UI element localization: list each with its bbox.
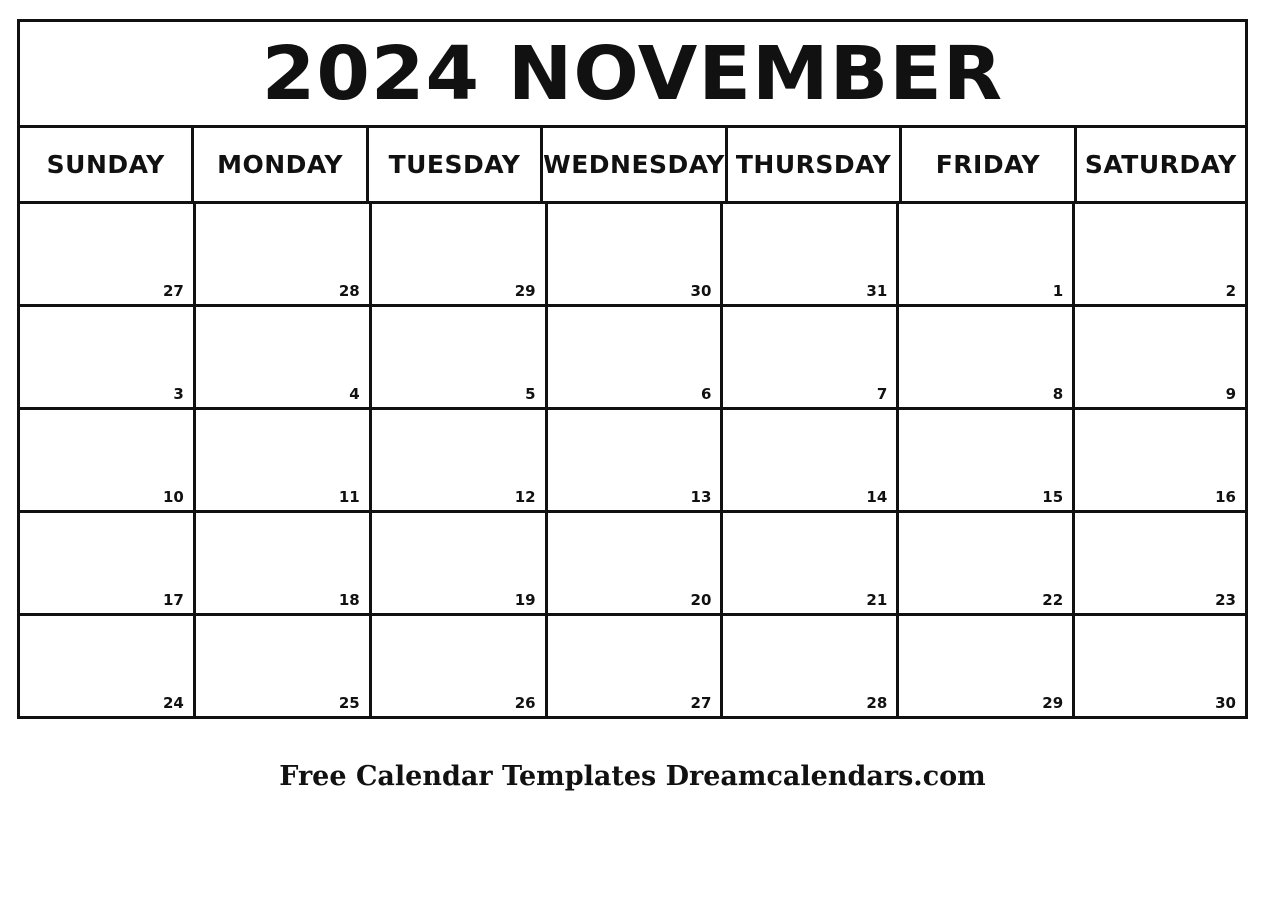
day-number: 23	[1215, 591, 1236, 609]
day-number: 28	[866, 694, 888, 712]
day-number: 4	[349, 385, 360, 403]
day-cell[interactable]	[720, 616, 896, 719]
day-number: 12	[514, 488, 536, 506]
day-cell[interactable]	[17, 616, 193, 719]
day-number: 9	[1225, 385, 1236, 403]
footer	[17, 761, 1248, 792]
day-cell[interactable]	[193, 513, 369, 616]
day-cell[interactable]	[193, 410, 369, 513]
weekday-header-tuesday	[366, 128, 540, 204]
day-number: 25	[338, 694, 360, 712]
day-number: 31	[866, 282, 888, 300]
footer-credit-text: Free Calendar Templates Dreamcalendars.com	[279, 761, 986, 792]
day-cell[interactable]	[369, 410, 545, 513]
day-cell[interactable]	[17, 204, 193, 307]
day-cell[interactable]	[720, 513, 896, 616]
day-cell[interactable]	[1072, 204, 1248, 307]
day-cell[interactable]	[1072, 307, 1248, 410]
day-number: 26	[514, 694, 536, 712]
day-cell[interactable]	[896, 513, 1072, 616]
day-cell[interactable]	[17, 307, 193, 410]
day-cell[interactable]	[193, 616, 369, 719]
day-number: 8	[1052, 385, 1064, 403]
day-cell[interactable]	[369, 616, 545, 719]
day-cell[interactable]	[17, 410, 193, 513]
weekday-label: MONDAY	[217, 150, 343, 179]
day-grid	[17, 204, 1248, 719]
weekday-label: FRIDAY	[935, 150, 1041, 179]
day-cell[interactable]	[545, 616, 721, 719]
day-number: 17	[162, 591, 184, 609]
day-number: 29	[1042, 694, 1064, 712]
day-cell[interactable]	[545, 307, 721, 410]
day-number: 10	[162, 488, 184, 506]
day-number: 19	[514, 591, 536, 609]
day-number: 29	[514, 282, 536, 300]
day-cell[interactable]	[720, 307, 896, 410]
calendar-container	[17, 19, 1248, 792]
day-cell[interactable]	[720, 204, 896, 307]
day-number: 27	[690, 694, 712, 712]
day-cell[interactable]	[193, 204, 369, 307]
day-number: 16	[1215, 488, 1236, 506]
day-number: 24	[162, 694, 184, 712]
weekday-header-wednesday	[540, 128, 725, 204]
weekday-header-thursday	[725, 128, 899, 204]
calendar-title-bar	[17, 19, 1248, 125]
day-cell[interactable]	[720, 410, 896, 513]
weekday-label: THURSDAY	[735, 150, 892, 179]
day-number: 28	[338, 282, 360, 300]
weekday-header-saturday	[1074, 128, 1248, 204]
day-cell[interactable]	[545, 204, 721, 307]
day-cell[interactable]	[369, 307, 545, 410]
day-cell[interactable]	[896, 204, 1072, 307]
day-cell[interactable]	[369, 513, 545, 616]
day-number: 7	[876, 385, 888, 403]
day-number: 22	[1042, 591, 1064, 609]
day-number: 13	[690, 488, 712, 506]
weekday-label: WEDNESDAY	[543, 150, 725, 179]
day-number: 11	[338, 488, 360, 506]
weekday-header-row	[17, 125, 1248, 204]
day-number: 20	[690, 591, 712, 609]
day-cell[interactable]	[545, 410, 721, 513]
weekday-header-friday	[899, 128, 1073, 204]
day-number: 30	[1215, 694, 1236, 712]
day-number: 30	[690, 282, 712, 300]
day-number: 3	[173, 385, 184, 403]
day-cell[interactable]	[1072, 513, 1248, 616]
day-cell[interactable]	[193, 307, 369, 410]
day-number: 21	[866, 591, 888, 609]
day-number: 1	[1052, 282, 1064, 300]
day-cell[interactable]	[1072, 410, 1248, 513]
weekday-header-sunday	[17, 128, 191, 204]
day-number: 15	[1042, 488, 1064, 506]
day-number: 27	[162, 282, 184, 300]
day-cell[interactable]	[369, 204, 545, 307]
day-number: 14	[866, 488, 888, 506]
weekday-label: SUNDAY	[46, 150, 165, 179]
day-number: 6	[700, 385, 712, 403]
weekday-label: TUESDAY	[388, 150, 521, 179]
day-number: 5	[525, 385, 536, 403]
weekday-label: SATURDAY	[1084, 150, 1237, 179]
day-cell[interactable]	[17, 513, 193, 616]
day-cell[interactable]	[896, 616, 1072, 719]
day-cell[interactable]	[896, 410, 1072, 513]
day-number: 18	[338, 591, 360, 609]
weekday-header-monday	[191, 128, 365, 204]
day-cell[interactable]	[896, 307, 1072, 410]
page-title: 2024 NOVEMBER	[261, 30, 1004, 117]
day-cell[interactable]	[545, 513, 721, 616]
day-number: 2	[1225, 282, 1236, 300]
day-cell[interactable]	[1072, 616, 1248, 719]
